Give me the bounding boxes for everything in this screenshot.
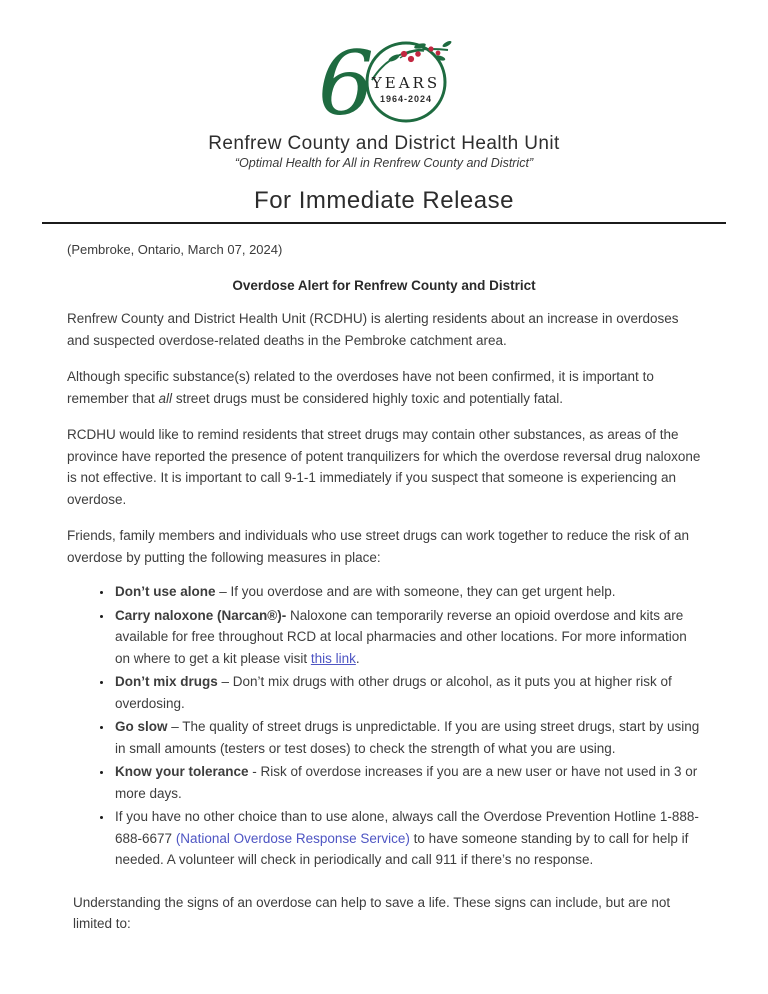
text-segment: to have someone standing by to call for help if needed. A volunteer will check in periodically and call 911 if there’s no response. (115, 830, 689, 867)
text-segment: Naloxone can temporarily reverse an opioid overdose and kits are available for free throughout RCD at local pharmacies and other locations. For more information on where to get a kit please visit (115, 607, 687, 666)
logo-date-range: 1964-2024 (379, 94, 433, 104)
text-segment: – The quality of street drugs is unpredictable. If you are using street drugs, start by using in small amounts (testers or test doses) to check the strength of what you are using. (115, 719, 700, 756)
harm-reduction-list (67, 581, 701, 871)
logo-berry (415, 51, 421, 57)
list-item (113, 761, 701, 804)
text-segment: all (158, 390, 173, 406)
release-heading: For Immediate Release (254, 187, 514, 214)
list-item (113, 716, 701, 759)
text-segment: . (355, 650, 360, 666)
press-release-body (67, 242, 701, 935)
text-segment: Renfrew County and District Health Unit (RCDHU) is alerting residents about an increase in overdoses and suspected overdose-related deaths in the Pembroke catchment area. (67, 311, 679, 348)
anniversary-logo (67, 36, 701, 129)
list-item (113, 671, 701, 714)
body-paragraph (67, 308, 701, 351)
text-segment: – If you overdose and are with someone, they can get urgent help. (215, 584, 616, 599)
list-item (113, 806, 701, 871)
text-segment: street drugs must be considered highly toxic and potentially fatal. (172, 390, 564, 406)
org-name: Renfrew County and District Health Unit (208, 133, 560, 154)
text-segment: Know your tolerance (115, 764, 249, 779)
logo-berry (401, 51, 407, 57)
text-segment: RCDHU would like to remind residents that street drugs may contain other substances, as areas of the province have reported the presence of potent tranquilizers for which the overdose reversal drug naloxone is not effective. It is important to call 9-1-1 immediately if you suspect that someone is experiencing an overdose. (67, 427, 701, 507)
text-segment: Understanding the signs of an overdose can help to save a life. These signs can include, but are not limited to: (73, 894, 671, 931)
body-paragraph (67, 366, 701, 409)
text-segment: Go slow (115, 719, 168, 734)
list-item (113, 581, 701, 603)
text-segment: Friends, family members and individuals who use street drugs can work together to reduce the risk of an overdose by putting the following measures in place: (67, 528, 690, 565)
logo-years-label: YEARS (371, 74, 441, 92)
text-segment: – Don’t mix drugs with other drugs or alcohol, as it puts you at higher risk of overdosing. (115, 674, 672, 711)
inline-link[interactable]: this link (310, 650, 356, 666)
text-segment: Don’t use alone (115, 584, 216, 599)
text-segment: If you have no other choice than to use alone, always call the Overdose Prevention Hotline 1-888-688-6677 (115, 809, 699, 846)
logo-berry (436, 51, 441, 56)
text-segment: Carry naloxone (Narcan®)- (115, 607, 287, 623)
letterhead (67, 36, 701, 224)
dateline: (Pembroke, Ontario, March 07, 2024) (67, 242, 283, 257)
intro-paragraphs (67, 308, 701, 568)
text-segment: Although specific substance(s) related to the overdoses have not been confirmed, it is important to remember that (67, 369, 654, 406)
logo-six-digit: 6 (318, 36, 374, 124)
inline-link[interactable]: (National Overdose Response Service) (175, 830, 410, 846)
logo-leaf (442, 40, 452, 48)
60-years-logo-graphic (316, 36, 452, 124)
document-title: Overdose Alert for Renfrew County and District (232, 278, 536, 293)
org-tagline: “Optimal Health for All in Renfrew County and District” (234, 156, 534, 170)
logo-berry (408, 56, 414, 62)
body-paragraph (67, 424, 701, 510)
text-segment: Don’t mix drugs (115, 674, 218, 689)
body-paragraph (67, 525, 701, 568)
list-item (113, 605, 701, 670)
closing-paragraph (67, 892, 701, 935)
logo-berry (428, 46, 433, 51)
closing-paragraph-container (67, 892, 701, 935)
text-segment: - Risk of overdose increases if you are a new user or have not used in 3 or more days. (115, 764, 698, 801)
header-rule (42, 222, 726, 224)
